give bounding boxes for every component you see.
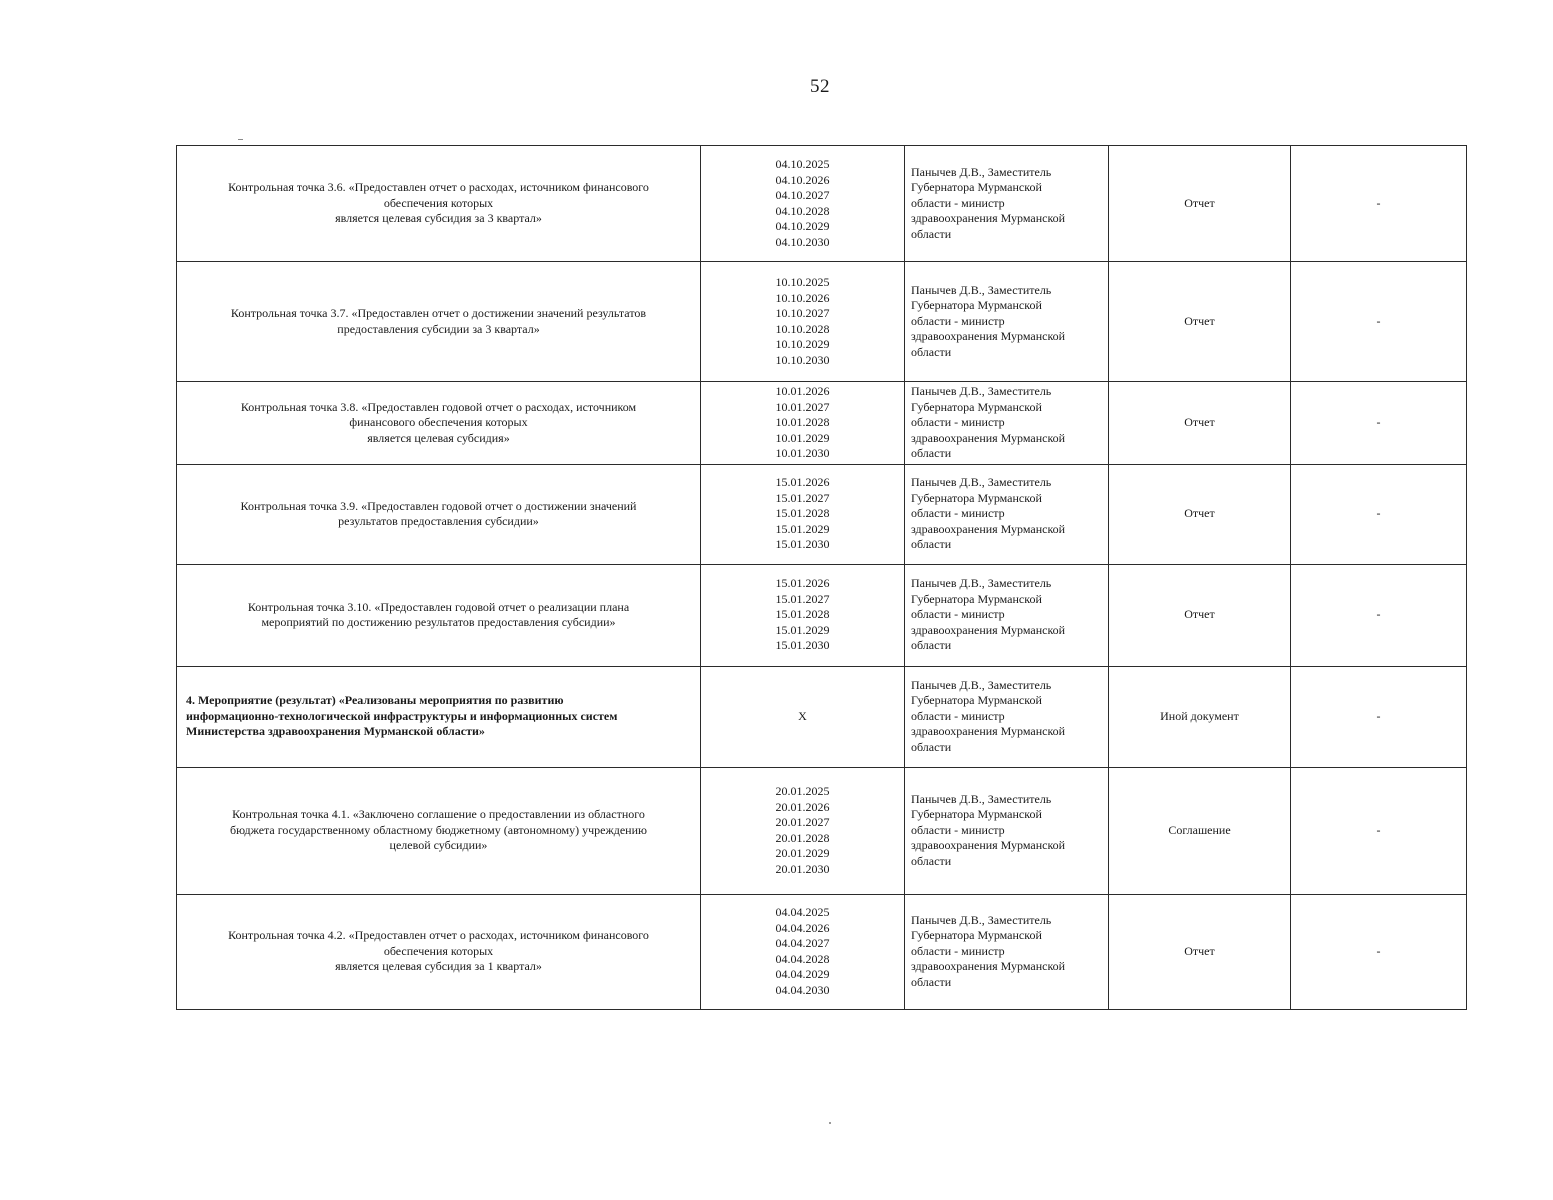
document-type: Отчет xyxy=(1109,564,1291,666)
info-system-cell: - xyxy=(1291,894,1467,1009)
page-number: 52 xyxy=(810,76,830,97)
responsible-person xyxy=(905,564,1109,666)
info-system-cell: - xyxy=(1291,564,1467,666)
responsible-line: здравоохранения Мурманской xyxy=(911,430,1066,445)
name-line: предоставления субсидии за 3 квартал» xyxy=(337,321,540,336)
name-line: Министерства здравоохранения Мурманской области» xyxy=(186,724,485,739)
date-value: 15.01.2030 xyxy=(775,638,830,653)
responsible-line: здравоохранения Мурманской xyxy=(911,959,1066,974)
date-value: 15.01.2029 xyxy=(775,521,830,536)
name-line: Контрольная точка 3.7. «Предоставлен отчет о достижении значений результатов xyxy=(230,306,647,320)
responsible-person xyxy=(905,382,1109,465)
control-point-name xyxy=(177,767,701,894)
responsible-person xyxy=(905,464,1109,564)
responsible-line: здравоохранения Мурманской xyxy=(911,838,1066,853)
date-value: 15.01.2030 xyxy=(775,537,830,552)
date-value: 04.10.2029 xyxy=(775,219,830,233)
control-point-dates xyxy=(701,262,905,382)
document-type: Отчет xyxy=(1109,894,1291,1009)
responsible-person xyxy=(905,666,1109,767)
responsible-line: области - министр xyxy=(911,708,1005,723)
responsible-person xyxy=(905,894,1109,1009)
table-row xyxy=(177,464,1467,564)
table-row xyxy=(177,262,1467,382)
date-value: 10.01.2026 xyxy=(775,384,830,398)
name-line: бюджета государственному областному бюджетному (автономному) учреждению xyxy=(230,822,647,837)
responsible-line: Губернатора Мурманской xyxy=(911,807,1042,822)
responsible-line: Губернатора Мурманской xyxy=(911,298,1042,313)
control-point-dates xyxy=(701,767,905,894)
date-value: 04.04.2029 xyxy=(775,967,830,981)
name-line: Контрольная точка 3.10. «Предоставлен годовой отчет о реализации плана xyxy=(247,599,630,614)
responsible-line: области xyxy=(911,974,952,989)
name-line: мероприятий по достижению результатов предоставления субсидии» xyxy=(261,615,616,629)
responsible-line: Панычев Д.В., Заместитель xyxy=(911,791,1052,806)
responsible-line: Губернатора Мурманской xyxy=(911,399,1042,414)
date-value: 04.04.2028 xyxy=(775,951,830,966)
control-point-dates xyxy=(701,564,905,666)
responsible-line: области - министр xyxy=(911,822,1005,837)
date-value: 04.04.2030 xyxy=(775,982,830,997)
info-system-cell: - xyxy=(1291,464,1467,564)
responsible-line: Губернатора Мурманской xyxy=(911,693,1042,708)
document-type: Отчет xyxy=(1109,464,1291,564)
table-row xyxy=(177,146,1467,262)
name-line: Контрольная точка 3.8. «Предоставлен годовой отчет о расходах, источником xyxy=(240,399,637,414)
date-value: 04.10.2030 xyxy=(775,234,830,249)
responsible-line: области xyxy=(911,226,952,241)
date-value: 10.01.2028 xyxy=(775,415,830,429)
responsible-line: Губернатора Мурманской xyxy=(911,490,1042,505)
name-line: является целевая субсидия» xyxy=(367,430,510,445)
date-value: 20.01.2028 xyxy=(775,830,830,845)
name-line: информационно-технологической инфраструктуры и информационных систем xyxy=(186,708,618,723)
responsible-line: Губернатора Мурманской xyxy=(911,180,1042,195)
document-type: Иной документ xyxy=(1109,666,1291,767)
responsible-line: Панычев Д.В., Заместитель xyxy=(911,677,1052,692)
responsible-line: области xyxy=(911,638,952,653)
scan-speck xyxy=(829,1122,831,1124)
responsible-line: Панычев Д.В., Заместитель xyxy=(911,475,1052,490)
name-line: финансового обеспечения которых xyxy=(349,415,528,429)
date-value: 15.01.2026 xyxy=(775,576,830,591)
name-line: 4. Мероприятие (результат) «Реализованы мероприятия по развитию xyxy=(186,693,564,708)
info-system-cell: - xyxy=(1291,767,1467,894)
responsible-person xyxy=(905,262,1109,382)
info-system-cell: - xyxy=(1291,146,1467,262)
date-value: 04.04.2026 xyxy=(775,920,830,935)
date-value: 15.01.2027 xyxy=(775,591,830,606)
responsible-line: области xyxy=(911,446,952,460)
name-line: является целевая субсидия за 3 квартал» xyxy=(335,211,542,226)
name-line: результатов предоставления субсидии» xyxy=(338,514,539,528)
scan-mark xyxy=(238,139,243,140)
name-line: целевой субсидии» xyxy=(389,838,488,853)
date-value: 04.10.2026 xyxy=(775,172,830,187)
responsible-line: области xyxy=(911,739,952,754)
control-point-dates xyxy=(701,464,905,564)
date-value: 20.01.2030 xyxy=(775,861,830,876)
date-value: 15.01.2028 xyxy=(775,506,830,521)
responsible-line: здравоохранения Мурманской xyxy=(911,622,1066,637)
control-points-table xyxy=(176,145,1467,1010)
date-value: 15.01.2028 xyxy=(775,607,830,622)
responsible-line: области - министр xyxy=(911,313,1005,328)
control-point-name xyxy=(177,382,701,465)
name-line: Контрольная точка 3.6. «Предоставлен отчет о расходах, источником финансового xyxy=(228,180,649,195)
date-value: 20.01.2027 xyxy=(775,815,830,829)
responsible-line: Панычев Д.В., Заместитель xyxy=(911,384,1052,398)
date-value: X xyxy=(798,708,807,723)
date-value: 10.10.2030 xyxy=(775,352,830,367)
name-line: является целевая субсидия за 1 квартал» xyxy=(335,959,542,974)
responsible-line: Губернатора Мурманской xyxy=(911,591,1042,606)
responsible-line: области - министр xyxy=(911,195,1005,210)
name-line: обеспечения которых xyxy=(383,195,494,210)
responsible-line: здравоохранения Мурманской xyxy=(911,211,1066,226)
responsible-line: здравоохранения Мурманской xyxy=(911,329,1066,344)
responsible-line: области - министр xyxy=(911,415,1005,429)
table-row xyxy=(177,894,1467,1009)
name-line: Контрольная точка 3.9. «Предоставлен годовой отчет о достижении значений xyxy=(240,498,637,513)
control-point-name xyxy=(177,564,701,666)
responsible-person xyxy=(905,146,1109,262)
responsible-line: Панычев Д.В., Заместитель xyxy=(911,912,1052,927)
name-line: обеспечения которых xyxy=(383,943,494,958)
responsible-line: области xyxy=(911,344,952,359)
control-point-dates xyxy=(701,382,905,465)
document-type: Отчет xyxy=(1109,262,1291,382)
date-value: 10.01.2030 xyxy=(775,446,830,460)
control-point-name xyxy=(177,894,701,1009)
info-system-cell: - xyxy=(1291,382,1467,465)
responsible-person xyxy=(905,767,1109,894)
control-point-name xyxy=(177,464,701,564)
date-value: 20.01.2025 xyxy=(775,784,830,798)
control-point-name xyxy=(177,262,701,382)
responsible-line: области - министр xyxy=(911,506,1005,521)
date-value: 10.10.2029 xyxy=(775,337,830,351)
control-point-name xyxy=(177,146,701,262)
date-value: 15.01.2029 xyxy=(775,622,830,637)
table-row xyxy=(177,382,1467,465)
table-row xyxy=(177,666,1467,767)
date-value: 15.01.2027 xyxy=(775,490,830,505)
name-line: Контрольная точка 4.1. «Заключено соглашение о предоставлении из областного xyxy=(232,807,645,822)
date-value: 04.10.2027 xyxy=(775,188,830,202)
document-type: Отчет xyxy=(1109,146,1291,262)
info-system-cell: - xyxy=(1291,262,1467,382)
responsible-line: Панычев Д.В., Заместитель xyxy=(911,282,1052,297)
date-value: 10.10.2026 xyxy=(775,290,830,305)
responsible-line: здравоохранения Мурманской xyxy=(911,521,1066,536)
date-value: 10.01.2027 xyxy=(775,399,830,414)
date-value: 15.01.2026 xyxy=(775,475,830,490)
info-system-cell: - xyxy=(1291,666,1467,767)
responsible-line: Панычев Д.В., Заместитель xyxy=(911,576,1052,591)
date-value: 10.10.2028 xyxy=(775,321,830,336)
control-point-dates xyxy=(701,146,905,262)
responsible-line: здравоохранения Мурманской xyxy=(911,724,1066,739)
control-point-dates xyxy=(701,894,905,1009)
date-value: 10.01.2029 xyxy=(775,430,830,445)
date-value: 04.04.2027 xyxy=(775,936,830,950)
date-value: 04.10.2025 xyxy=(775,157,830,171)
responsible-line: области xyxy=(911,853,952,868)
control-point-dates xyxy=(701,666,905,767)
responsible-line: Губернатора Мурманской xyxy=(911,928,1042,943)
responsible-line: области xyxy=(911,537,952,552)
date-value: 04.10.2028 xyxy=(775,203,830,218)
responsible-line: Панычев Д.В., Заместитель xyxy=(911,164,1052,179)
date-value: 20.01.2029 xyxy=(775,846,830,860)
table-row xyxy=(177,564,1467,666)
date-value: 04.04.2025 xyxy=(775,905,830,919)
table-row xyxy=(177,767,1467,894)
date-value: 20.01.2026 xyxy=(775,799,830,814)
date-value: 10.10.2027 xyxy=(775,306,830,320)
activity-name xyxy=(177,666,701,767)
name-line: Контрольная точка 4.2. «Предоставлен отчет о расходах, источником финансового xyxy=(228,928,649,943)
document-type: Отчет xyxy=(1109,382,1291,465)
responsible-line: области - министр xyxy=(911,607,1005,622)
document-type: Соглашение xyxy=(1109,767,1291,894)
date-value: 10.10.2025 xyxy=(775,275,830,289)
responsible-line: области - министр xyxy=(911,943,1005,958)
